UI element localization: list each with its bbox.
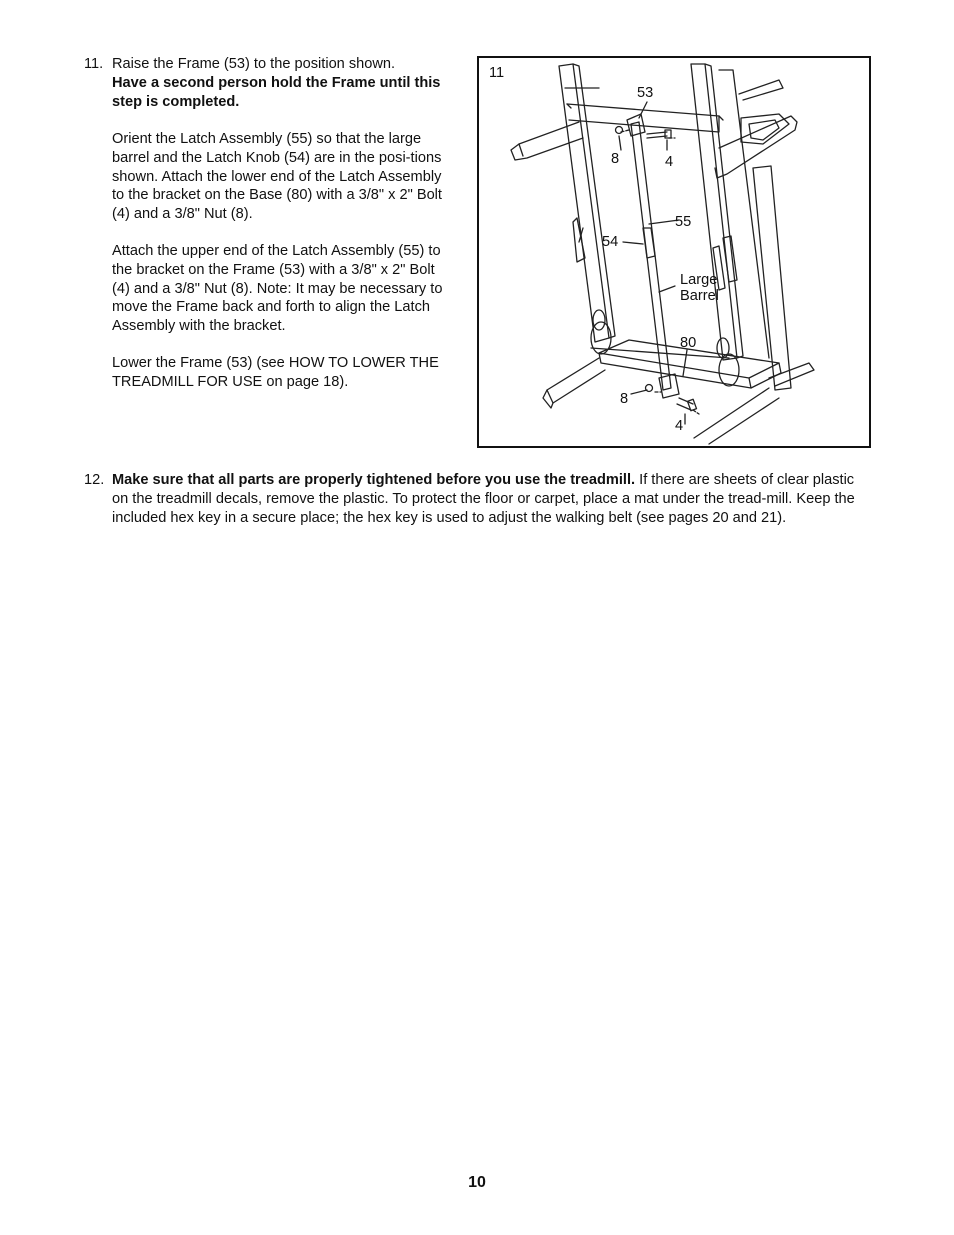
callout-80: 80: [680, 335, 697, 351]
step-11-warning: Have a second person hold the Frame until this step is completed.: [112, 74, 441, 110]
step-11-line1: Raise the Frame (53) to the position shown.: [112, 56, 396, 72]
step-11-lower-frame: Lower the Frame (53) (see HOW TO LOWER THE TREADMILL FOR USE on page 18).: [112, 355, 439, 390]
figure-number: 11: [489, 65, 505, 81]
callout-54: 54: [602, 234, 619, 250]
step-12-body: If there are sheets of clear plastic on the treadmill decals, remove the plastic. To protect the floor or carpet, place a mat under the tread-mill. Keep the included hex key in a secure place; the hex key is used to adjust the walking belt (see pages 20 and 21).: [112, 472, 855, 526]
treadmill-illustration: [479, 58, 869, 446]
step-12-number: 12.: [84, 472, 105, 488]
callout-53: 53: [637, 85, 654, 101]
callout-4-bottom: 4: [675, 418, 684, 434]
callout-barrel: Barrel: [680, 288, 719, 304]
step-12-bold: Make sure that all parts are properly tightened before you use the treadmill.: [112, 472, 636, 488]
callout-55: 55: [675, 214, 692, 230]
step-12-text: [112, 471, 864, 527]
callout-8-top: 8: [611, 151, 620, 167]
step-11-upper-attachment: Attach the upper end of the Latch Assembly (55) to the bracket on the Frame (53) with a 3/8" x 2" Bolt (4) and a 3/8" Nut (8). Note: It may be necessary to move the Frame back and forth to align the Latch Assembly with the bracket.: [112, 243, 443, 335]
callout-large: Large: [680, 272, 718, 288]
step-11-latch-orientation: Orient the Latch Assembly (55) so that the large barrel and the Latch Knob (54) are in the posi-tions shown. Attach the lower end of the Latch Assembly to the bracket on the Base (80) with a 3/8" x 2" Bolt (4) and a 3/8" Nut (8).: [112, 131, 442, 223]
callout-4-top: 4: [665, 154, 674, 170]
step-11-intro: [112, 55, 452, 111]
step-11-number: 11.: [84, 56, 104, 72]
figure-11: [477, 56, 871, 448]
callout-8-bottom: 8: [620, 391, 629, 407]
page-number: 10: [468, 1174, 486, 1191]
